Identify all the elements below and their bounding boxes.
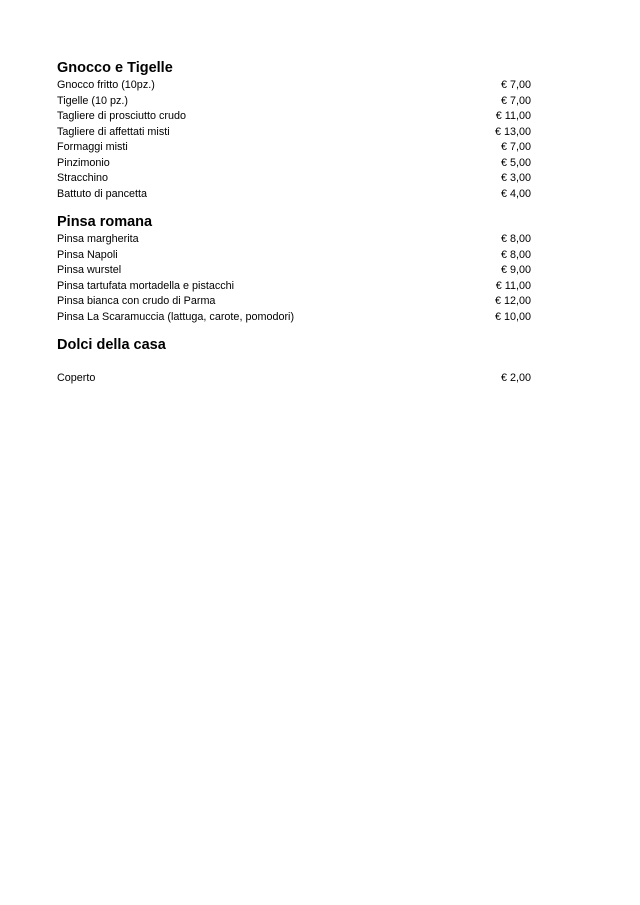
empty-section-space xyxy=(57,355,531,371)
section-title: Pinsa romana xyxy=(57,214,153,230)
menu-item xyxy=(57,232,531,248)
item-price: € 7,00 xyxy=(500,79,531,91)
item-price: € 5,00 xyxy=(500,156,531,169)
item-name: Pinsa tartufata mortadella e pistacchi xyxy=(57,279,235,292)
coperto-price: € 2,00 xyxy=(500,372,531,384)
item-name: Pinsa margherita xyxy=(57,233,139,245)
section-title: Dolci della casa xyxy=(57,337,166,353)
item-name: Tagliere di affettati misti xyxy=(57,125,170,138)
section-pinsa-romana xyxy=(57,212,531,325)
item-name: Pinzimonio xyxy=(57,156,110,169)
item-name: Tagliere di prosciutto crudo xyxy=(57,110,187,122)
menu-item xyxy=(57,109,531,125)
item-price: € 7,00 xyxy=(500,94,531,107)
menu-item xyxy=(57,156,531,172)
item-name: Stracchino xyxy=(57,172,109,184)
item-price: € 7,00 xyxy=(500,141,531,153)
item-price: € 8,00 xyxy=(500,248,531,261)
menu-page xyxy=(57,58,531,387)
item-name: Pinsa La Scaramuccia (lattuga, carote, pomodori) xyxy=(57,310,295,323)
menu-item xyxy=(57,187,531,203)
item-price: € 11,00 xyxy=(495,279,531,292)
menu-list xyxy=(57,78,531,202)
item-name: Pinsa bianca con crudo di Parma xyxy=(57,295,216,307)
item-price: € 4,00 xyxy=(500,187,531,200)
menu-item xyxy=(57,125,531,141)
menu-item xyxy=(57,294,531,310)
coperto-row xyxy=(57,371,531,387)
item-price: € 9,00 xyxy=(500,264,531,276)
menu-list xyxy=(57,232,531,325)
menu-item xyxy=(57,310,531,326)
item-name: Formaggi misti xyxy=(57,141,128,153)
item-name: Tigelle (10 pz.) xyxy=(57,94,129,107)
menu-item xyxy=(57,279,531,295)
item-name: Pinsa wurstel xyxy=(57,264,122,276)
menu-item xyxy=(57,140,531,156)
item-name: Pinsa Napoli xyxy=(57,248,118,261)
item-price: € 10,00 xyxy=(494,310,531,323)
menu-item xyxy=(57,263,531,279)
menu-item xyxy=(57,78,531,94)
item-name: Battuto di pancetta xyxy=(57,187,148,200)
menu-item xyxy=(57,248,531,264)
item-price: € 11,00 xyxy=(495,110,531,122)
item-price: € 12,00 xyxy=(494,295,531,307)
section-dolci-della-casa xyxy=(57,335,531,387)
menu-item xyxy=(57,94,531,110)
item-price: € 8,00 xyxy=(500,233,531,245)
coperto-label: Coperto xyxy=(57,372,96,384)
item-price: € 3,00 xyxy=(500,172,531,184)
menu-item xyxy=(57,171,531,187)
item-price: € 13,00 xyxy=(494,125,531,138)
section-title: Gnocco e Tigelle xyxy=(57,60,173,76)
item-name: Gnocco fritto (10pz.) xyxy=(57,79,155,91)
section-gnocco-e-tigelle xyxy=(57,58,531,202)
